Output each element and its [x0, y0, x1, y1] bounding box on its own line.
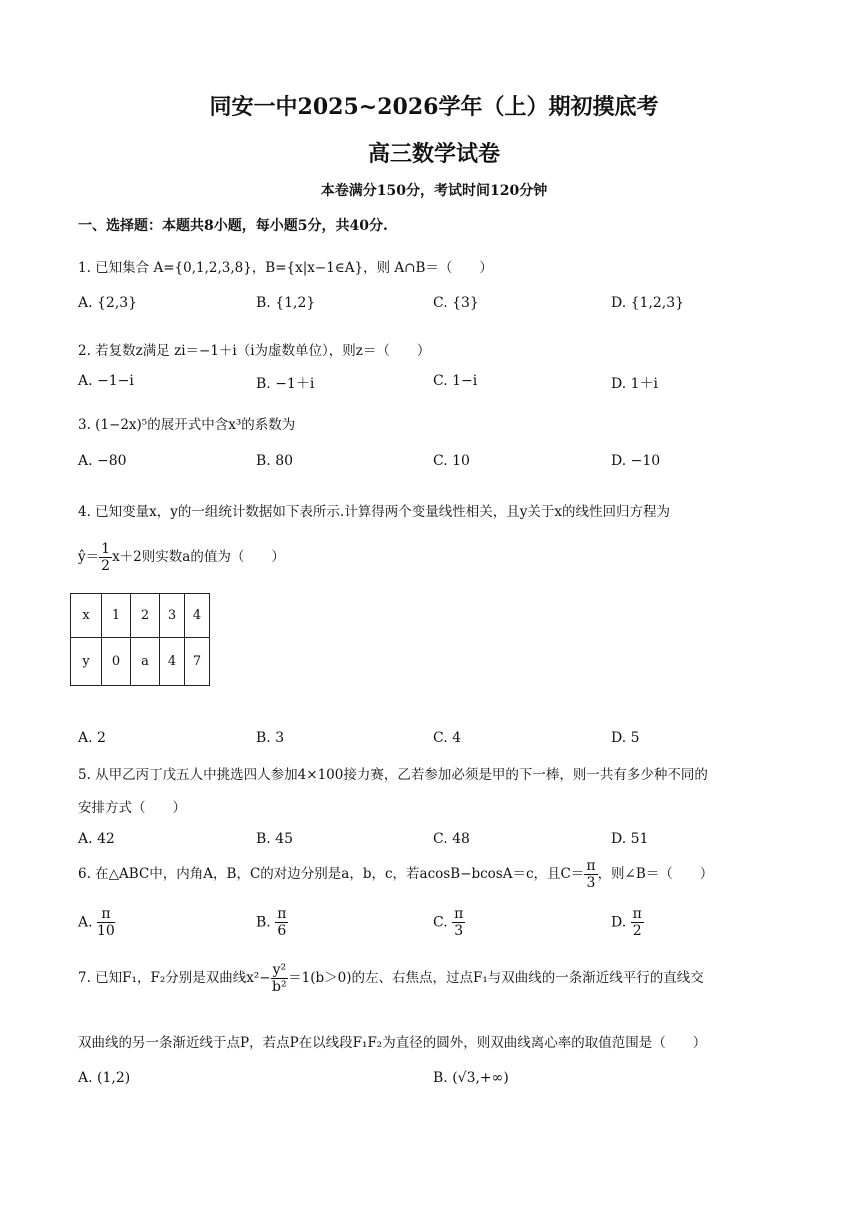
- fraction-denominator: 10: [97, 923, 115, 939]
- question-6-option-d: [611, 906, 644, 939]
- question-2-option-b: B. −1＋i: [256, 376, 315, 392]
- question-2-stem: 2. 若复数z满足 zi＝−1＋i（i为虚数单位），则z＝（ ）: [78, 343, 431, 359]
- fraction-y2-over-b2: [271, 962, 289, 995]
- question-7-stem-line1: [78, 962, 704, 995]
- fraction-denominator: 6: [277, 923, 287, 939]
- table-cell: y: [71, 638, 102, 686]
- question-4-option-c: C. 4: [433, 730, 462, 746]
- question-3-option-c: C. 10: [433, 453, 470, 469]
- table-row: [71, 638, 210, 686]
- question-1-option-a: A. {2,3}: [78, 295, 138, 311]
- table-cell: 0: [102, 638, 131, 686]
- fraction-denominator: b²: [272, 979, 287, 995]
- section-heading: 一、选择题：本题共8小题，每小题5分，共40分.: [78, 218, 388, 234]
- question-1-option-c: C. {3}: [433, 295, 479, 311]
- option-label: C.: [433, 914, 448, 931]
- table-cell: x: [71, 594, 102, 638]
- subject-title: 高三数学试卷: [367, 141, 500, 167]
- question-6-option-b: [256, 906, 288, 939]
- fraction-numerator: π: [454, 906, 464, 922]
- fraction-numerator: 1: [101, 541, 111, 557]
- question-1-option-b: B. {1,2}: [256, 295, 316, 311]
- fraction-pi-over-3: [584, 858, 597, 891]
- question-1-option-d: D. {1,2,3}: [611, 295, 685, 311]
- question-2-option-c: C. 1−i: [433, 373, 478, 389]
- question-7-stem-line2: 双曲线的另一条渐近线于点P，若点P在以线段F₁F₂为直径的圆外，则双曲线离心率的取值范围是（ ）: [78, 1035, 707, 1051]
- question-5-stem-line1: 5. 从甲乙丙丁戊五人中挑选四人参加4×100接力赛，乙若参加必须是甲的下一棒，则一共有多少种不同的: [78, 767, 708, 783]
- question-7-option-b: B. (√3,+∞): [433, 1070, 509, 1086]
- option-label: A.: [78, 914, 93, 931]
- question-4-option-a: A. 2: [78, 730, 106, 746]
- exam-info: 本卷满分150分，考试时间120分钟: [320, 183, 548, 199]
- question-4-stem-line2: [78, 541, 285, 574]
- regression-lhs: ŷ＝: [78, 549, 100, 565]
- question-2-option-a: A. −1−i: [78, 373, 134, 389]
- question-4-option-b: B. 3: [256, 730, 285, 746]
- fraction-denominator: 2: [632, 923, 642, 939]
- question-5-option-b: B. 45: [256, 831, 294, 847]
- question-6-option-a: [78, 906, 115, 939]
- fraction-numerator: π: [277, 906, 287, 922]
- question-5-option-a: A. 42: [78, 831, 115, 847]
- table-cell: 3: [160, 594, 185, 638]
- question-6-stem-prefix: 6. 在△ABC中，内角A，B，C的对边分别是a，b，c，若acosB−bcosA＝c，且C＝: [78, 866, 585, 882]
- table-cell: 4: [185, 594, 210, 638]
- question-7-stem-suffix: ＝1(b＞0)的左、右焦点，过点F₁与双曲线的一条渐近线平行的直线交: [288, 970, 704, 986]
- question-2-option-d: D. 1＋i: [611, 376, 659, 392]
- fraction-one-half: [99, 541, 112, 574]
- question-7-stem-prefix: 7. 已知F₁，F₂分别是双曲线x²−: [78, 970, 271, 986]
- fraction-numerator: π: [586, 858, 596, 874]
- question-7-option-a: A. (1,2): [78, 1070, 131, 1086]
- question-6-stem: [78, 858, 713, 891]
- question-3-stem: 3. (1−2x)⁵的展开式中含x³的系数为: [78, 417, 296, 433]
- fraction-denominator: 3: [454, 923, 464, 939]
- fraction-numerator: π: [632, 906, 642, 922]
- option-label: B.: [256, 914, 271, 931]
- option-fraction: [631, 906, 644, 939]
- option-fraction: [452, 906, 465, 939]
- table-cell: 1: [102, 594, 131, 638]
- statistics-table: [70, 593, 210, 686]
- question-1-stem: 1. 已知集合 A={0,1,2,3,8}，B={x|x−1∈A}，则 A∩B＝（ ）: [78, 260, 493, 276]
- regression-rhs: x＋2则实数a的值为（ ）: [112, 549, 285, 565]
- question-3-option-d: D. −10: [611, 453, 661, 469]
- option-fraction: [97, 906, 115, 939]
- question-3-option-a: A. −80: [78, 453, 127, 469]
- fraction-denominator: 2: [101, 558, 111, 574]
- question-3-option-b: B. 80: [256, 453, 294, 469]
- fraction-numerator: y²: [272, 962, 287, 978]
- table-cell: a: [131, 638, 160, 686]
- question-4-stem-line1: 4. 已知变量x，y的一组统计数据如下表所示.计算得两个变量线性相关，且y关于x的线性回归方程为: [78, 504, 670, 520]
- question-5-option-d: D. 51: [611, 831, 649, 847]
- exam-title: 同安一中2025~2026学年（上）期初摸底考: [209, 94, 659, 120]
- fraction-numerator: π: [97, 906, 115, 923]
- table-cell: 7: [185, 638, 210, 686]
- question-5-option-c: C. 48: [433, 831, 470, 847]
- fraction-denominator: 3: [586, 875, 596, 891]
- question-6-stem-suffix: ，则∠B＝（ ）: [597, 866, 714, 882]
- question-4-option-d: D. 5: [611, 730, 640, 746]
- table-cell: 4: [160, 638, 185, 686]
- question-5-stem-line2: 安排方式（ ）: [78, 800, 186, 816]
- question-6-option-c: [433, 906, 465, 939]
- option-fraction: [275, 906, 288, 939]
- table-cell: 2: [131, 594, 160, 638]
- table-row: [71, 594, 210, 638]
- option-label: D.: [611, 914, 627, 931]
